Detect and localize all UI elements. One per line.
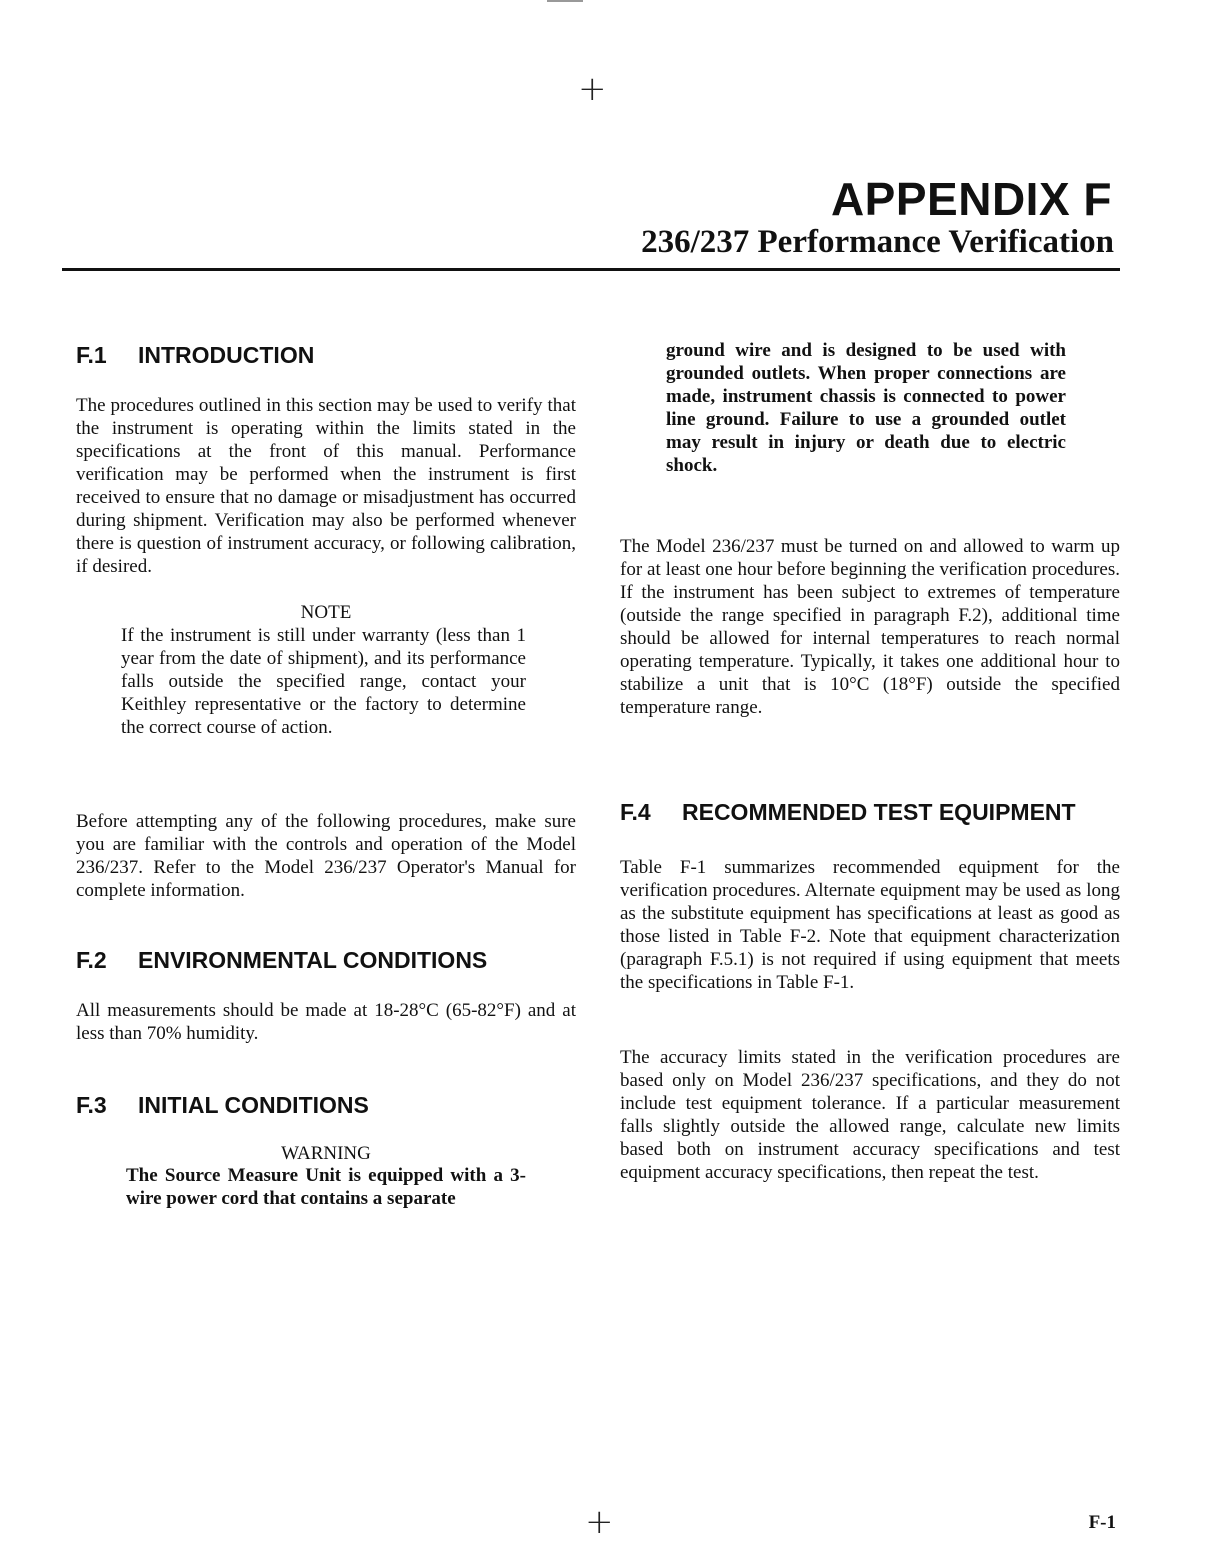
section-f4-body-1: Table F-1 summarizes recommended equipment for the verification procedures. Alternate equipment may be used as long as the substitute equipment has specifications at least as good as those listed in Table F-2. Note that equipment characterization (paragraph F.5.1) is not required if using equipment that meets the specifications in Table F-1. <box>620 857 1120 993</box>
note-title: NOTE <box>300 602 352 623</box>
top-scan-line <box>547 0 583 2</box>
registration-mark-top: + <box>578 69 607 109</box>
section-f3-title: INITIAL CONDITIONS <box>138 1092 369 1118</box>
note-body: If the instrument is still under warranty (less than 1 year from the date of shipment), and its performance falls outside the specified range, contact your Keithley representative or the factory to determine the correct course of action. <box>121 625 526 738</box>
section-f1-title: INTRODUCTION <box>138 342 315 368</box>
warning-body-part1: The Source Measure Unit is equipped with a 3-wire power cord that contains a separate <box>126 1165 526 1209</box>
section-f3-number: F.3 <box>76 1092 107 1118</box>
section-f1-heading <box>76 342 314 369</box>
section-f4-number: F.4 <box>620 799 651 825</box>
appendix-subtitle: 236/237 Performance Verification <box>641 224 1114 260</box>
section-f2-body: All measurements should be made at 18-28°C (65-82°F) and at less than 70% humidity. <box>76 1000 576 1044</box>
appendix-title: APPENDIX F <box>830 173 1112 225</box>
warning-title: WARNING <box>281 1143 371 1164</box>
section-f1-number: F.1 <box>76 342 107 368</box>
header-rule <box>62 268 1120 271</box>
registration-mark-bottom: + <box>585 1502 614 1542</box>
section-f1-closing: Before attempting any of the following procedures, make sure you are familiar with the controls and operation of the Model 236/237. Refer to the Model 236/237 Operator's Manual for complete information. <box>76 811 576 901</box>
section-f2-heading <box>76 947 487 974</box>
section-f3-body: The Model 236/237 must be turned on and allowed to warm up for at least one hour before beginning the verification procedures. If the instrument has been subject to extremes of temperature (outside the range specified in paragraph F.2), additional time should be allowed for internal temperatures to reach normal operating temperature. Typically, it takes one additional hour to stabilize a unit that is 10°C (18°F) outside the specified temperature range. <box>620 536 1120 718</box>
section-f2-number: F.2 <box>76 947 107 973</box>
section-f2-title: ENVIRONMENTAL CONDITIONS <box>138 947 488 973</box>
page-number: F-1 <box>1088 1512 1116 1533</box>
section-f1-body: The procedures outlined in this section may be used to verify that the instrument is operating within the limits stated in the specifications at the front of this manual. Performance verification may be performed when the instrument is first received to ensure that no damage or misadjustment has occurred during shipment. Verification may also be performed whenever there is question of instrument accuracy, or following calibration, if desired. <box>76 395 576 577</box>
section-f4-heading <box>620 799 1076 826</box>
section-f4-body-2: The accuracy limits stated in the verification procedures are based only on Model 236/237 specifications, and they do not include test equipment tolerance. If a particular measurement falls slightly outside the allowed range, calculate new limits based both on instrument accuracy specifications and test equipment accuracy specifications, then repeat the test. <box>620 1047 1120 1183</box>
section-f4-title: RECOMMENDED TEST EQUIPMENT <box>682 799 1076 825</box>
section-f3-heading <box>76 1092 369 1119</box>
warning-body-part2: ground wire and is designed to be used with grounded outlets. When proper connections are made, instrument chassis is connected to power line ground. Failure to use a grounded outlet may result in injury or death due to electric shock. <box>666 340 1066 476</box>
